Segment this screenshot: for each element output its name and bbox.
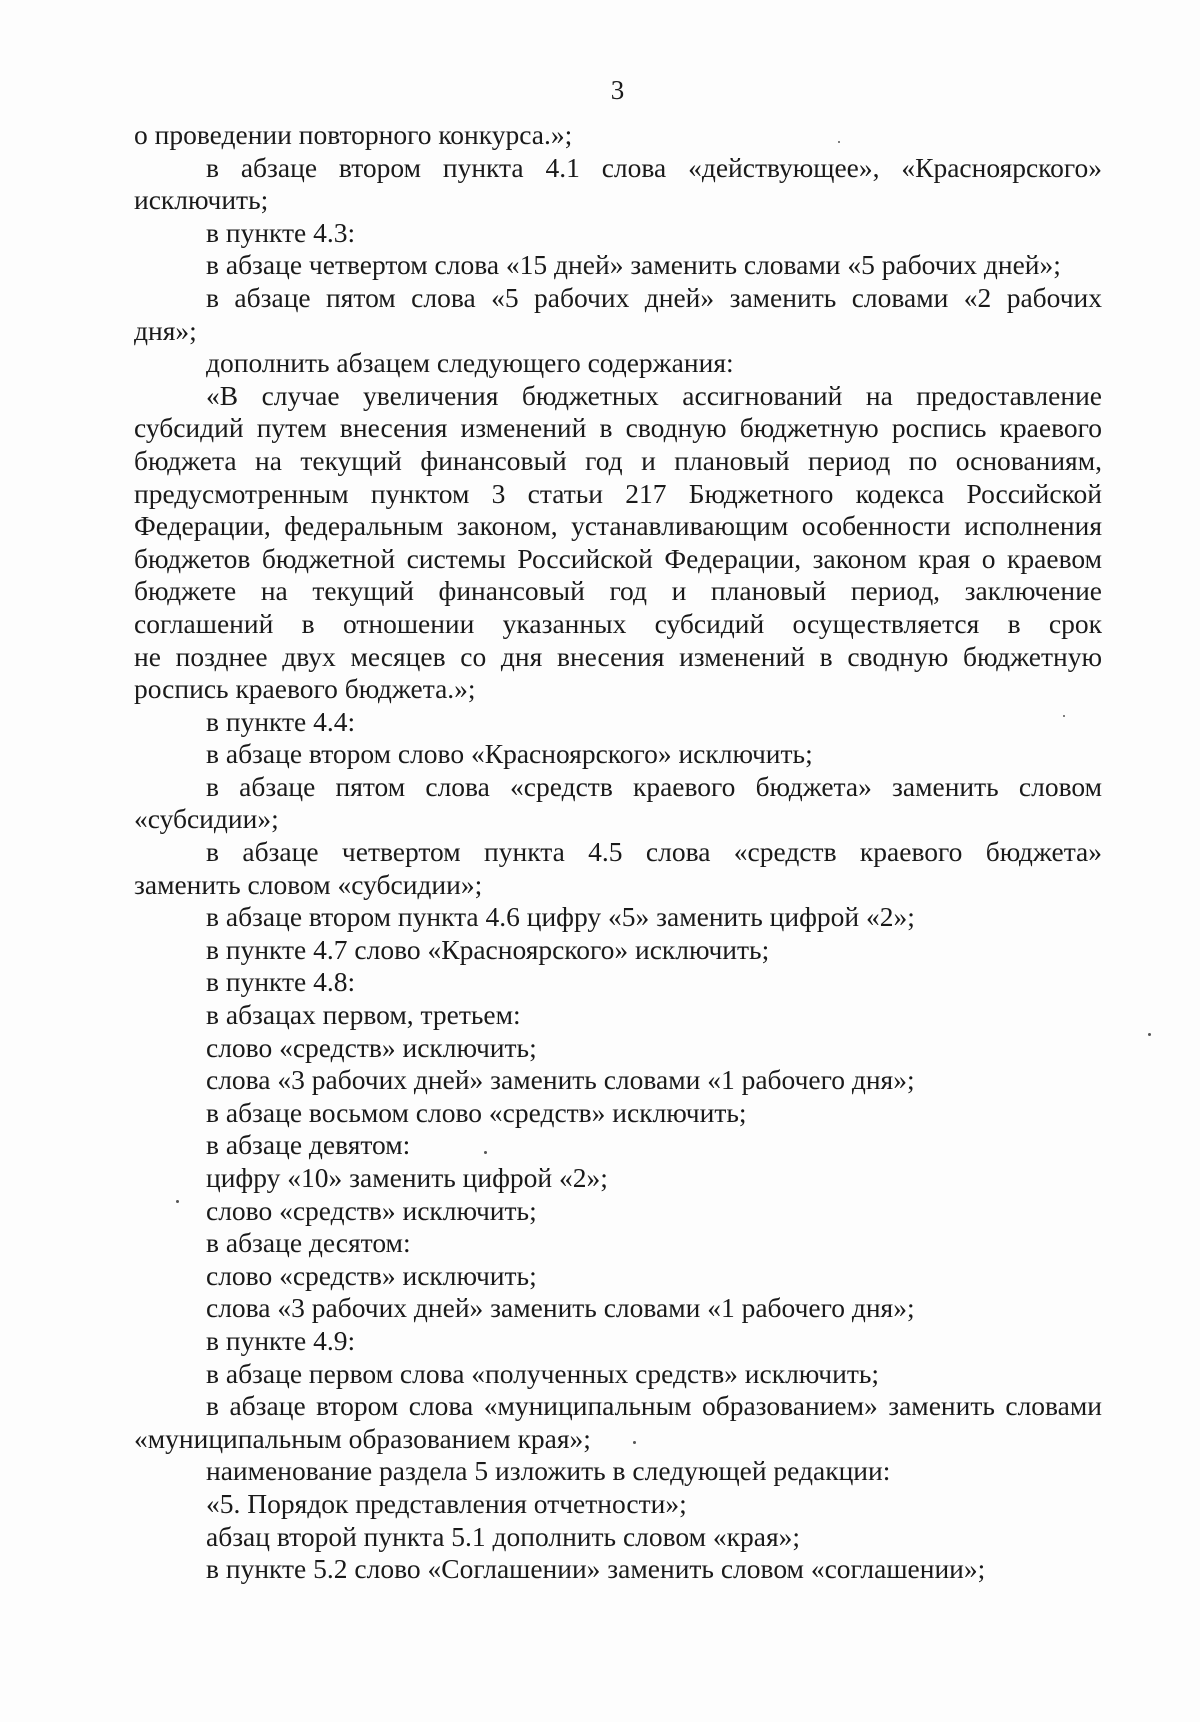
scan-speck xyxy=(633,1441,636,1444)
text-line: предусмотренным пунктом 3 статьи 217 Бюджетного кодекса Российской xyxy=(134,477,1102,509)
text-line: в абзаце втором пункта 4.1 слова «действующее», «Красноярского» xyxy=(206,151,1102,183)
text-line: роспись краевого бюджета.»; xyxy=(134,673,476,705)
text-line: абзац второй пункта 5.1 дополнить словом «края»; xyxy=(206,1520,801,1552)
text-line: цифру «10» заменить цифрой «2»; xyxy=(206,1162,608,1193)
scan-speck xyxy=(484,1151,487,1154)
text-line: в пункте 4.7 слово «Красноярского» исключить; xyxy=(206,933,770,965)
page-number: 3 xyxy=(610,75,625,105)
text-line: бюджета на текущий финансовый год и плановый период по основаниям, xyxy=(134,444,1102,476)
text-line: субсидий путем внесения изменений в сводную бюджетную роспись краевого xyxy=(134,412,1102,444)
scan-speck xyxy=(176,1200,179,1203)
text-line: соглашений в отношении указанных субсидий осуществляется в срок xyxy=(134,607,1102,639)
text-line: слова «3 рабочих дней» заменить словами «1 рабочего дня»; xyxy=(206,1064,915,1096)
text-line: в пункте 4.8: xyxy=(206,966,356,998)
scan-speck xyxy=(838,141,840,143)
text-line: «субсидии»; xyxy=(134,803,279,835)
scan-speck xyxy=(1063,715,1065,717)
text-line: в абзаце восьмом слово «средств» исключить; xyxy=(206,1096,747,1128)
text-line: Федерации, федеральным законом, устанавливающим особенности исполнения xyxy=(134,510,1102,542)
text-line: в абзаце пятом слова «5 рабочих дней» заменить словами «2 рабочих xyxy=(206,281,1102,313)
text-line: дня»; xyxy=(134,314,197,346)
text-line: в абзаце пятом слова «средств краевого бюджета» заменить словом xyxy=(206,770,1102,802)
text-line: «5. Порядок представления отчетности»; xyxy=(206,1487,687,1519)
text-line: бюджете на текущий финансовый год и плановый период, заключение xyxy=(134,575,1102,607)
text-line: слова «3 рабочих дней» заменить словами «1 рабочего дня»; xyxy=(206,1292,915,1324)
text-line: слово «средств» исключить; xyxy=(206,1031,537,1063)
text-line: слово «средств» исключить; xyxy=(206,1194,537,1226)
text-line: в абзаце девятом: xyxy=(206,1129,411,1161)
text-line: в абзаце втором слова «муниципальным образованием» заменить словами xyxy=(206,1390,1102,1422)
text-line: дополнить абзацем следующего содержания: xyxy=(206,347,734,379)
text-line: в пункте 4.3: xyxy=(206,216,356,248)
text-line: о проведении повторного конкурса.»; xyxy=(134,119,573,150)
text-line: в абзаце четвертом пункта 4.5 слова «средств краевого бюджета» xyxy=(206,836,1102,868)
text-line: наименование раздела 5 изложить в следующей редакции: xyxy=(206,1455,891,1487)
text-line: слово «средств» исключить; xyxy=(206,1259,537,1291)
text-line: исключить; xyxy=(134,184,269,216)
text-line: в абзаце первом слова «полученных средств» исключить; xyxy=(206,1357,880,1389)
text-line: в пункте 5.2 слово «Соглашении» заменить словом «соглашении»; xyxy=(206,1553,986,1585)
document-body xyxy=(134,119,1102,1586)
text-line: в абзаце втором слово «Красноярского» исключить; xyxy=(206,738,813,770)
text-line: бюджетов бюджетной системы Российской Федерации, законом края о краевом xyxy=(134,542,1102,574)
text-line: заменить словом «субсидии»; xyxy=(134,868,483,900)
text-line: в абзаце четвертом слова «15 дней» заменить словами «5 рабочих дней»; xyxy=(206,249,1061,281)
text-line: в абзаце десятом: xyxy=(206,1227,411,1259)
text-line: не позднее двух месяцев со дня внесения изменений в сводную бюджетную xyxy=(134,640,1102,672)
text-line: в абзаце втором пункта 4.6 цифру «5» заменить цифрой «2»; xyxy=(206,901,915,933)
text-line: «В случае увеличения бюджетных ассигнований на предоставление xyxy=(206,379,1102,411)
text-line: в пункте 4.9: xyxy=(206,1324,356,1356)
scan-speck xyxy=(1148,1033,1151,1036)
text-line: «муниципальным образованием края»; xyxy=(134,1422,591,1454)
text-line: в абзацах первом, третьем: xyxy=(206,999,521,1031)
text-line: в пункте 4.4: xyxy=(206,705,356,737)
